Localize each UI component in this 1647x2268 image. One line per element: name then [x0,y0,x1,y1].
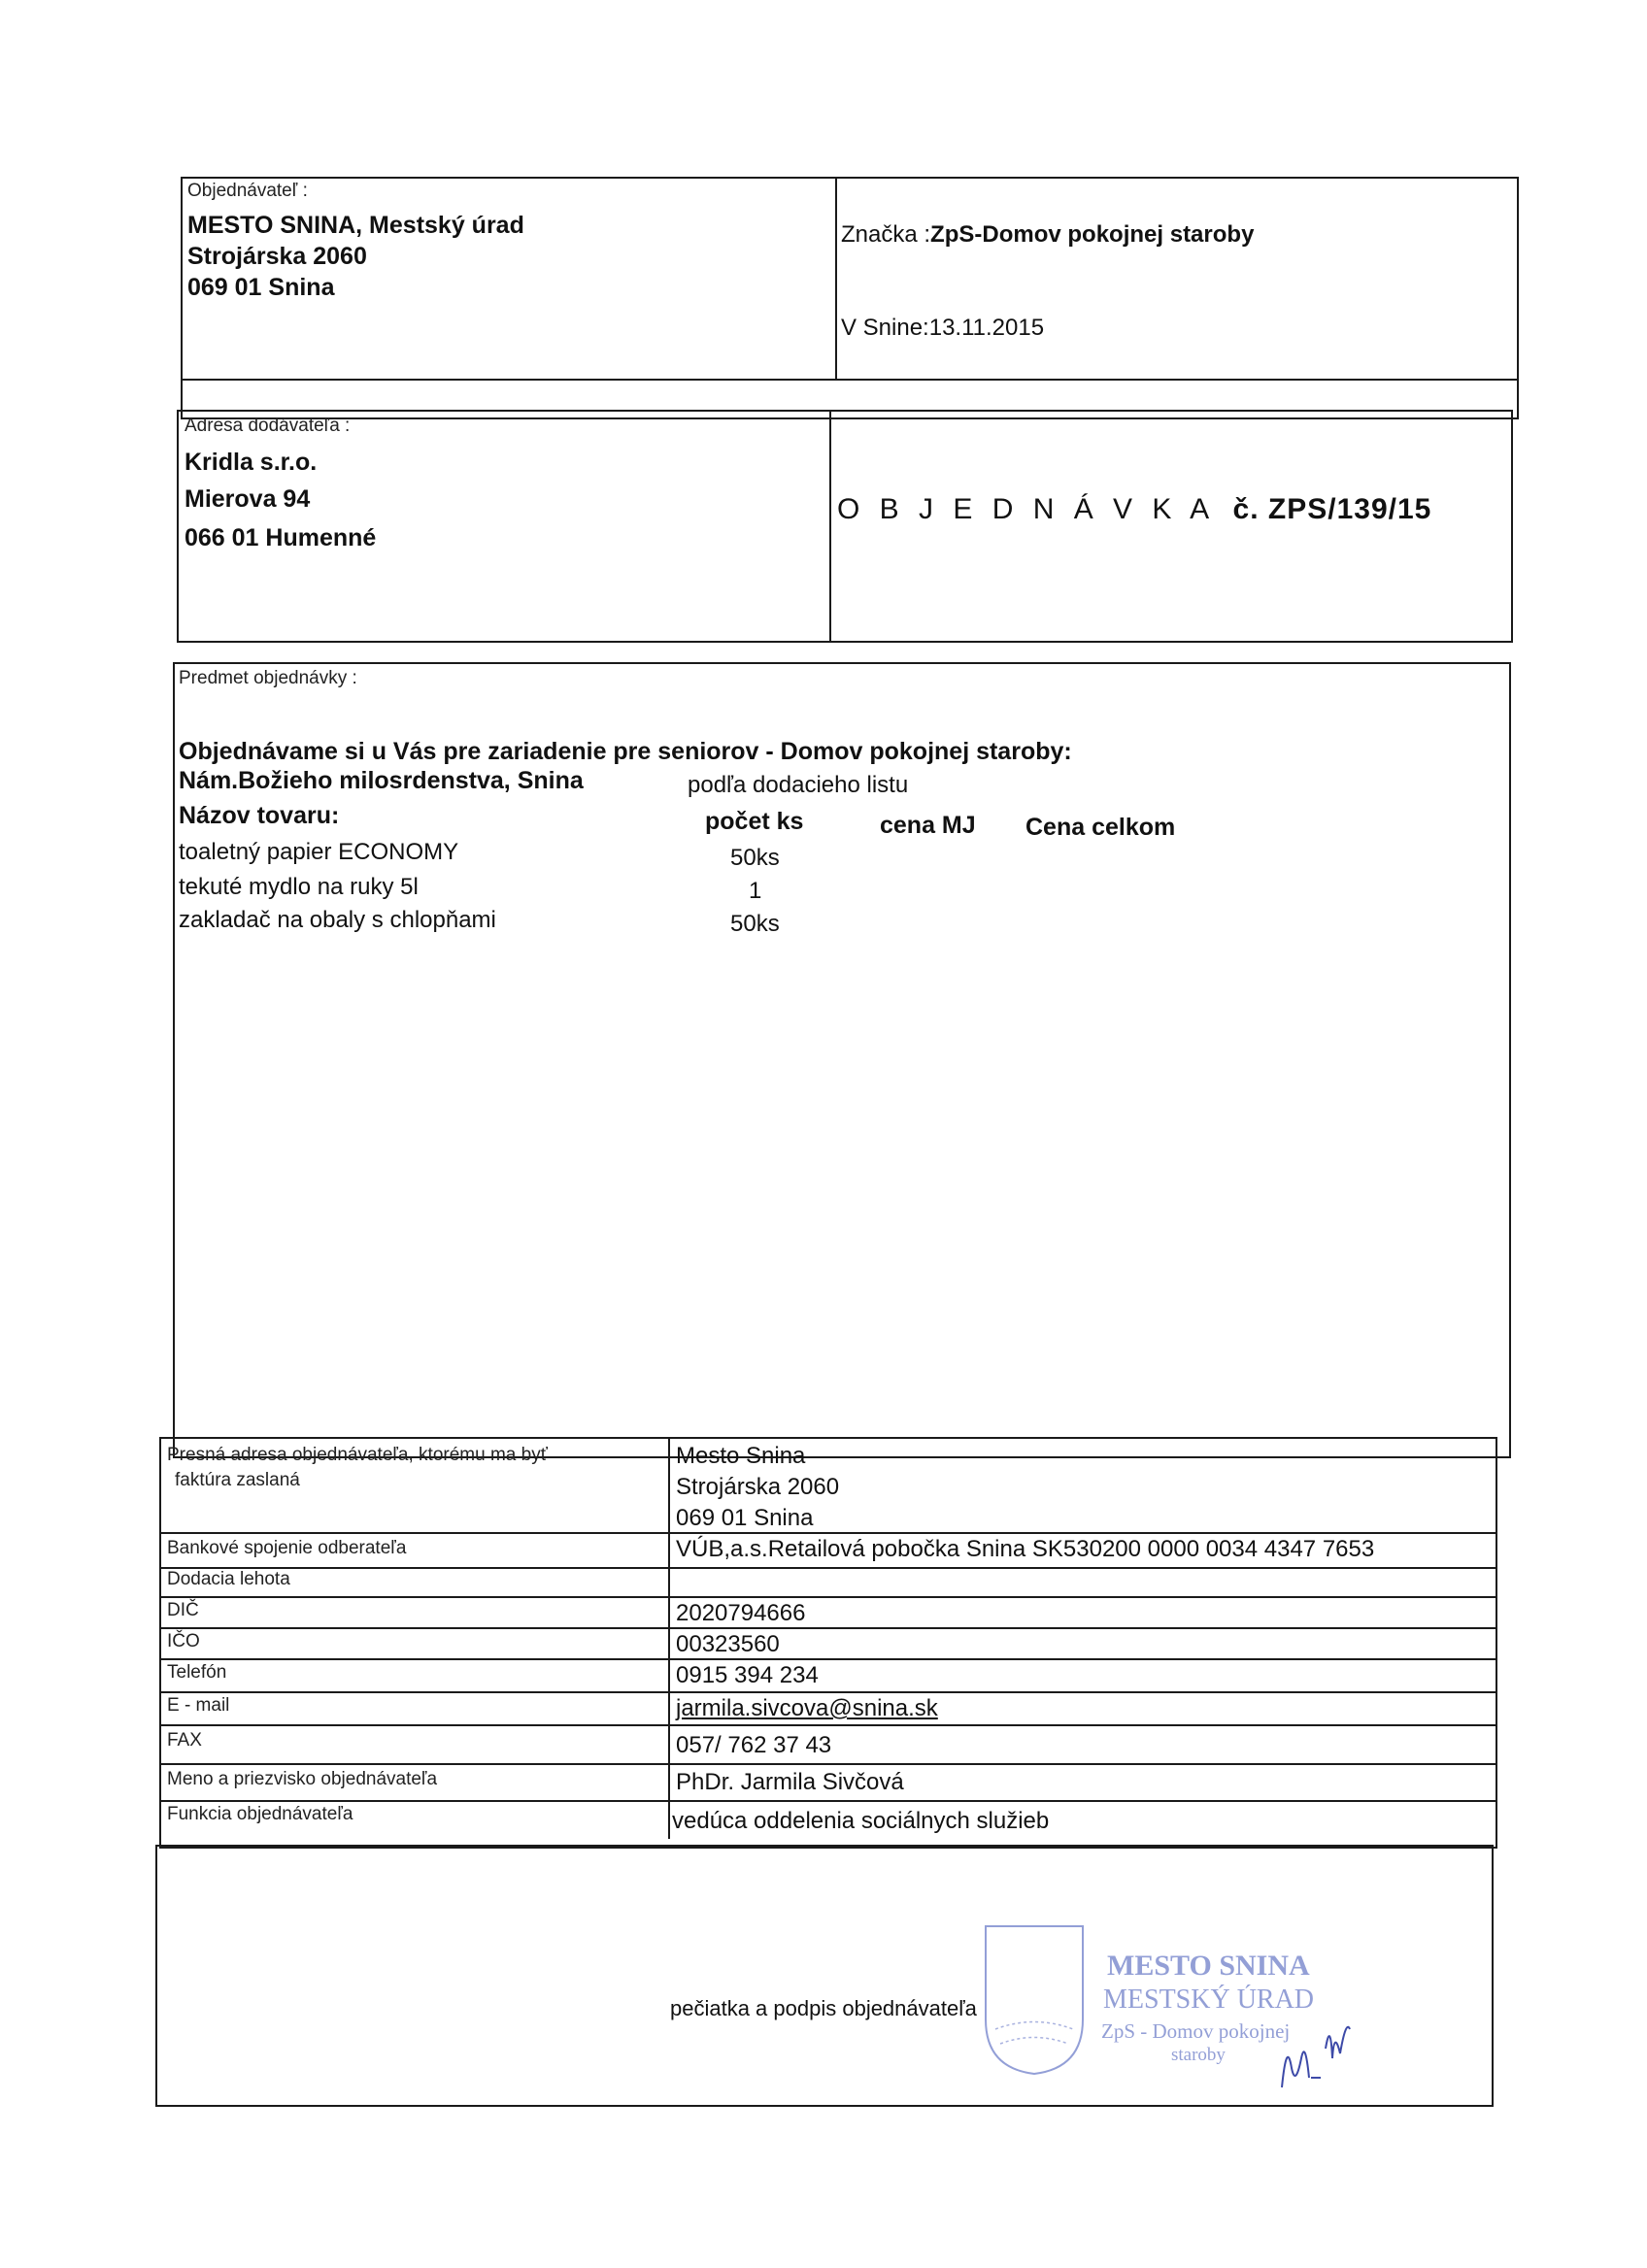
phone-label: Telefón [167,1662,227,1683]
fax-value: 057/ 762 37 43 [676,1732,832,1758]
header-divider [835,179,837,379]
orderer-box [181,177,1519,381]
delivery-label: Dodacia lehota [167,1569,290,1589]
invoice-label: Presná adresa objednávateľa, ktorému ma byť [167,1445,548,1465]
phone-value: 0915 394 234 [676,1662,819,1688]
reference-label: Značka : [841,221,931,248]
order-word: O B J E D N Á V K A [837,493,1216,525]
email-link[interactable]: jarmila.sivcova@snina.sk [676,1695,938,1721]
name-value: PhDr. Jarmila Sivčová [676,1769,904,1795]
header-item-name: Názov tovaru: [179,802,340,829]
header-qty: počet ks [705,808,804,835]
orderer-city: 069 01 Snina [187,274,335,301]
function-label: Funkcia objednávateľa [167,1804,353,1824]
place-date: V Snine:13.11.2015 [841,315,1045,341]
subject-label: Predmet objednávky : [179,668,357,688]
item-name: tekuté mydlo na ruky 5l [179,874,419,900]
row-separator [161,1532,1496,1534]
item-qty: 50ks [730,845,780,871]
row-separator [161,1567,1496,1569]
subject-intro: Objednávame si u Vás pre zariadenie pre seniorov - Domov pokojnej staroby: [179,738,1072,765]
ico-label: IČO [167,1631,200,1651]
dic-value: 2020794666 [676,1600,806,1626]
details-divider [668,1439,670,1839]
header-total: Cena celkom [1025,814,1176,841]
invoice-label-cont: faktúra zaslaná [175,1470,300,1490]
orderer-label: Objednávateľ : [187,181,308,201]
row-separator [161,1763,1496,1765]
orderer-street: Strojárska 2060 [187,243,367,270]
item-name: toaletný papier ECONOMY [179,839,459,865]
supplier-street: Mierova 94 [185,485,311,513]
invoice-address-line: 069 01 Snina [676,1505,814,1531]
row-separator [161,1724,1496,1726]
row-separator [161,1800,1496,1802]
stamp-text: MESTSKÝ ÚRAD [1103,1984,1315,2015]
function-value: vedúca oddelenia sociálnych služieb [672,1808,1050,1834]
stamp-text: MESTO SNINA [1107,1950,1310,1982]
signature-caption: pečiatka a podpis objednávateľa [670,1996,977,2020]
supplier-divider [829,412,831,641]
order-number: č. ZPS/139/15 [1232,493,1432,525]
item-qty: 1 [749,878,762,904]
bank-label: Bankové spojenie odberateľa [167,1538,407,1558]
bank-value: VÚB,a.s.Retailová pobočka Snina SK530200 0000 0034 4347 7653 [676,1536,1375,1562]
signature-icon [1262,2000,1360,2097]
invoice-address-line: Strojárska 2060 [676,1474,840,1500]
invoice-address-line: Mesto Snina [676,1443,806,1469]
subject-note: podľa dodacieho listu [688,772,909,798]
supplier-name: Kridla s.r.o. [185,449,318,476]
dic-label: DIČ [167,1600,199,1620]
row-separator [161,1658,1496,1660]
orderer-name: MESTO SNINA, Mestský úrad [187,212,524,239]
item-qty: 50ks [730,911,780,937]
name-label: Meno a priezvisko objednávateľa [167,1769,438,1789]
item-name: zakladač na obaly s chlopňami [179,907,496,933]
ico-value: 00323560 [676,1631,780,1657]
reference-line [841,221,1254,249]
row-separator [161,1596,1496,1598]
supplier-city: 066 01 Humenné [185,524,377,551]
stamp-emblem-icon [981,1922,1088,2078]
email-label: E - mail [167,1695,230,1716]
stamp-text: ZpS - Domov pokojnej [1101,2019,1291,2043]
stamp-text: staroby [1171,2045,1226,2065]
row-separator [161,1691,1496,1693]
row-separator [161,1627,1496,1629]
supplier-label: Adresa dodávateľa : [185,416,351,436]
header-unit-price: cena MJ [880,812,976,839]
subject-address: Nám.Božieho milosrdenstva, Snina [179,767,584,794]
supplier-box [177,410,1513,643]
order-title [837,493,1431,526]
fax-label: FAX [167,1730,202,1751]
reference-value: ZpS-Domov pokojnej staroby [930,221,1255,248]
